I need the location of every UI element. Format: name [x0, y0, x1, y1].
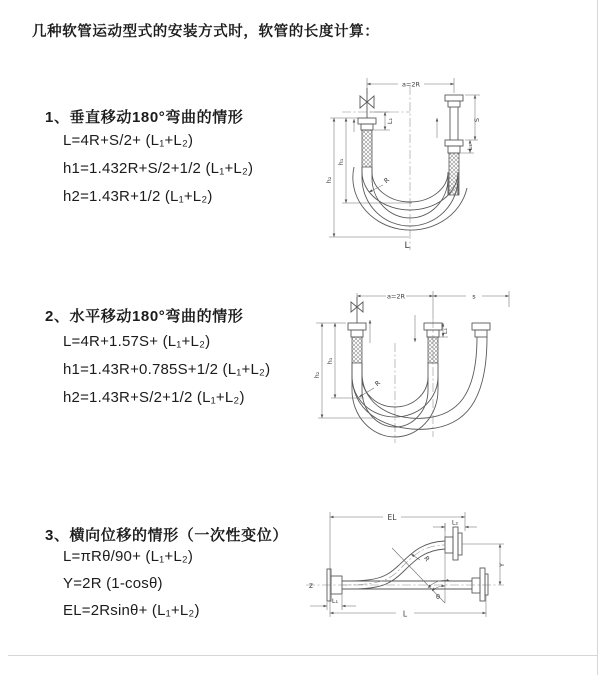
radius-label: R	[382, 175, 392, 185]
radius-label: R	[422, 554, 432, 564]
l2-label: L₂	[451, 518, 459, 527]
section2-heading: 2、水平移动180°弯曲的情形	[45, 308, 244, 325]
dimension-l1	[310, 595, 356, 610]
dimension-s-right	[461, 95, 481, 153]
dimension-l	[330, 595, 486, 619]
section1-heading: 1、垂直移动180°弯曲的情形	[45, 109, 244, 126]
h1-label: h₁	[337, 158, 345, 166]
dimension-a2r	[357, 291, 509, 319]
a2r-label: a=2R	[386, 292, 406, 301]
dimension-y	[462, 544, 506, 585]
h1-label: h₁	[326, 357, 334, 365]
page-title: 几种软管运动型式的安装方式时，软管的长度计算：	[32, 24, 380, 40]
valve-icon	[360, 88, 374, 118]
s-label: s	[472, 292, 476, 301]
page-bottom-border	[8, 655, 598, 656]
right-flange	[472, 323, 490, 337]
dimension-h1-h2	[313, 323, 376, 418]
left-flange	[358, 118, 376, 167]
section3-formula-el: EL=2Rsinθ+ (L₁+L₂)	[63, 602, 200, 619]
horizontal-movement-180-bend-diagram	[306, 285, 591, 460]
section3-formula-y: Y=2R (1-cosθ)	[63, 575, 163, 592]
dimension-a2r	[367, 78, 454, 94]
section1-formula-h1: h1=1.432R+S/2+1/2 (L₁+L₂)	[63, 160, 254, 177]
y-label: Y	[498, 563, 506, 567]
l1-label: L₁	[331, 597, 339, 605]
lateral-displacement-diagram	[298, 503, 598, 648]
length-label: L	[402, 609, 408, 619]
middle-flange	[424, 323, 442, 363]
h2-label: h₂	[325, 176, 333, 184]
axis-mark: z	[309, 581, 313, 590]
h2-label: h₂	[313, 371, 321, 379]
valve-icon	[351, 297, 363, 323]
dimension-l1-left	[370, 112, 394, 130]
section2-formula-h1: h1=1.43R+0.785S+1/2 (L₁+L₂)	[63, 361, 271, 378]
l1-label: L₁	[441, 327, 449, 335]
movement-arrows	[370, 315, 415, 343]
length-label: L	[404, 241, 410, 251]
section2-formula-h2: h2=1.43R+S/2+1/2 (L₁+L₂)	[63, 389, 245, 406]
theta-label: θ	[436, 593, 440, 601]
l1-right-label: L₁	[466, 143, 474, 151]
el-label: EL	[387, 513, 397, 522]
section3-formula-l: L=πRθ/90+ (L₁+L₂)	[63, 548, 194, 565]
straight-pipe	[342, 568, 488, 601]
s-curve-hose	[342, 541, 445, 589]
radius-label: R	[373, 378, 383, 388]
section1-formula-h2: h2=1.43R+1/2 (L₁+L₂)	[63, 188, 213, 205]
dimension-s	[433, 293, 509, 301]
a2r-label: a=2R	[401, 80, 421, 89]
s-label: S	[473, 117, 481, 123]
l1-left-label: L₁	[386, 117, 394, 125]
dimension-l2	[433, 519, 477, 532]
section3-heading: 3、横向位移的情形（一次性变位）	[45, 527, 288, 544]
hose-u-curves	[352, 337, 487, 437]
upper-flange	[445, 527, 462, 560]
section2-formula-l: L=4R+1.57S+ (L₁+L₂)	[63, 333, 211, 350]
vertical-movement-180-bend-diagram	[312, 68, 592, 258]
section1-formula-l: L=4R+S/2+ (L₁+L₂)	[63, 132, 194, 149]
left-flange	[348, 323, 366, 363]
